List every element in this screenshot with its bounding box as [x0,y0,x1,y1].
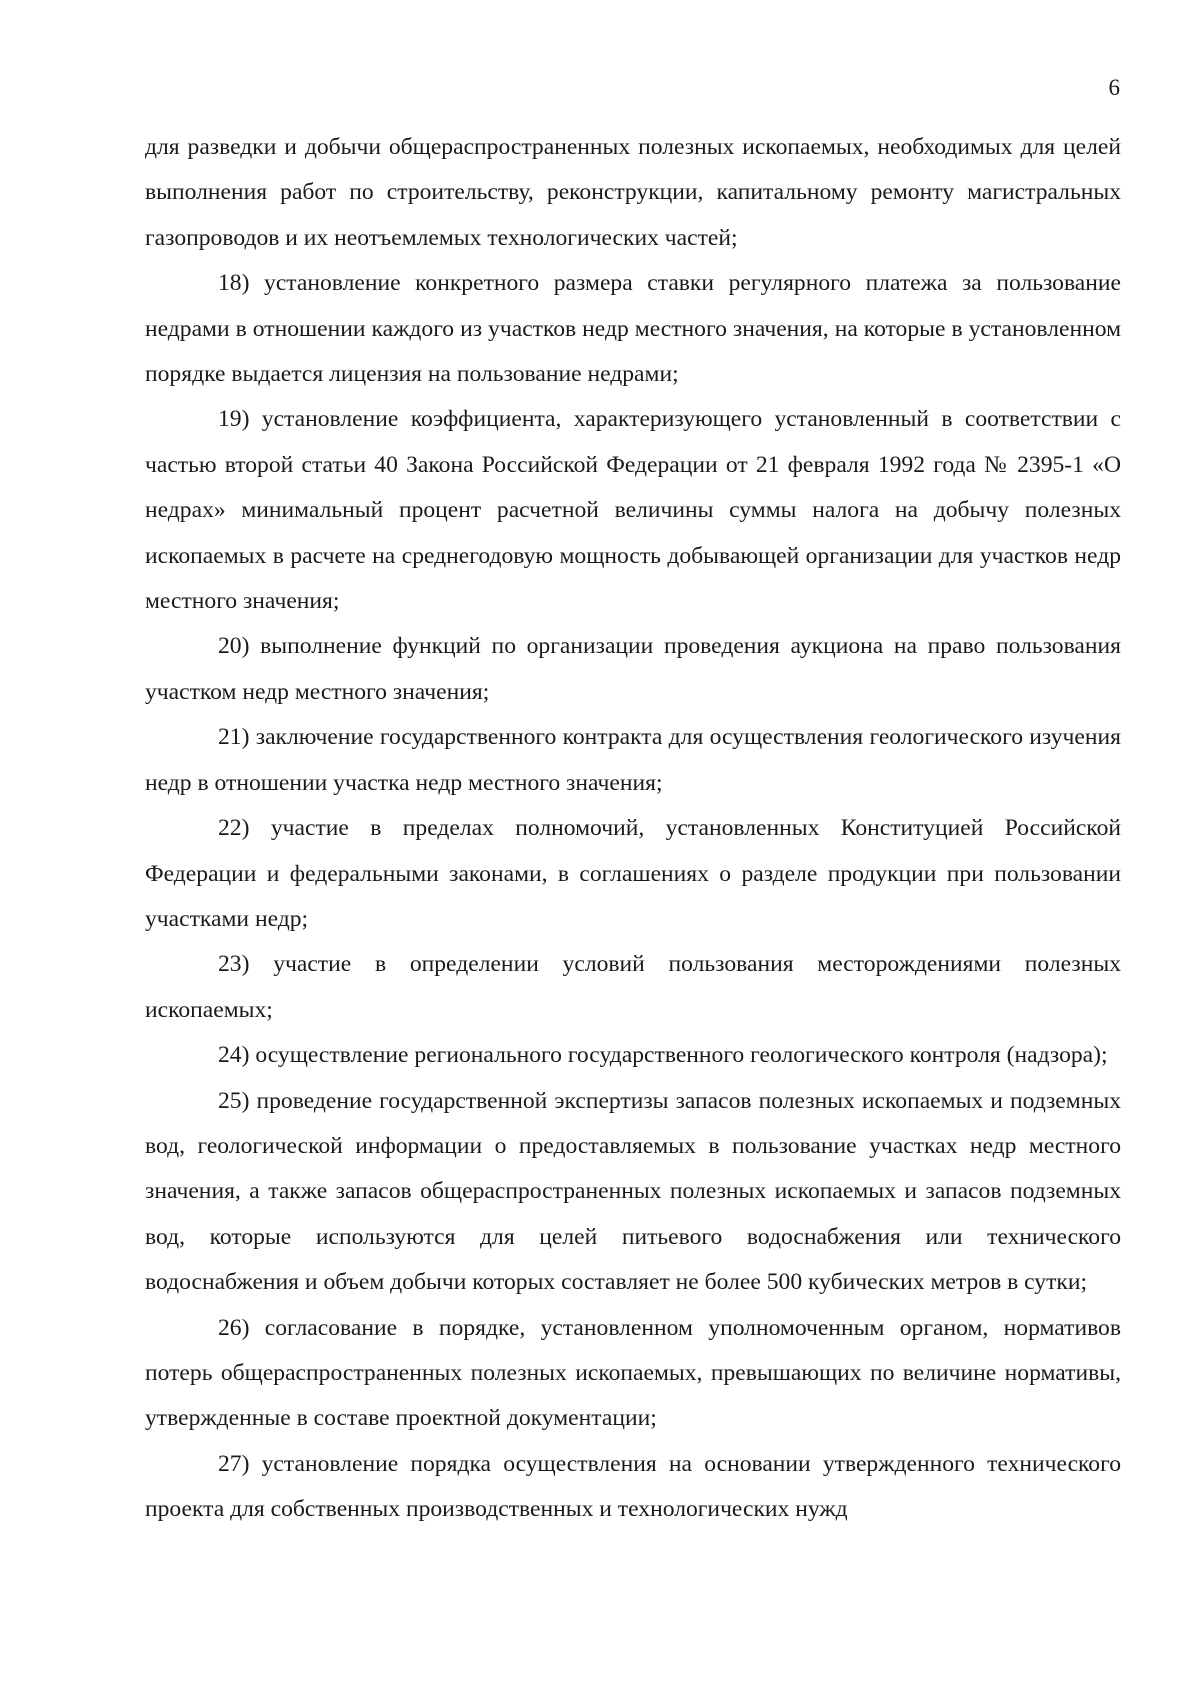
paragraph-item-18: 18) установление конкретного размера ставки регулярного платежа за пользование недрами в отношении каждого из участков недр местного значения, на которые в установленном порядке выдается лицензия на пользование недрами; [145,270,1121,388]
paragraph-item-26: 26) согласование в порядке, установленном уполномоченным органом, нормативов потерь общераспространенных полезных ископаемых, превышающих по величине нормативы, утвержденные в составе проектной документации; [145,1314,1121,1432]
page-number: 6 [1108,75,1120,100]
document-body [145,125,1121,1533]
paragraph-item-20: 20) выполнение функций по организации проведения аукциона на право пользования участком недр местного значения; [145,633,1121,705]
paragraph-item-27: 27) установление порядка осуществления на основании утвержденного технического проекта для собственных производственных и технологических нужд [145,1450,1121,1523]
paragraph-item-25: 25) проведение государственной экспертизы запасов полезных ископаемых и подземных вод, геологической информации о предоставляемых в пользование участках недр местного значения, а также запасов общераспространенных полезных ископаемых и запасов подземных вод, которые используются для целей питьевого водоснабжения или технического водоснабжения и объем добычи которых составляет не более 500 кубических метров в сутки; [145,1087,1121,1296]
paragraph-item-23: 23) участие в определении условий пользования месторождениями полезных ископаемых; [145,951,1121,1023]
paragraph-continuation: для разведки и добычи общераспространенных полезных ископаемых, необходимых для целей выполнения работ по строительству, реконструкции, капитальному ремонту магистральных газопроводов и их неотъемлемых технологических частей; [145,134,1121,251]
paragraph-item-19: 19) установление коэффициента, характеризующего установленный в соответствии с частью второй статьи 40 Закона Российской Федерации от 21 февраля 1992 года № 2395-1 «О недрах» минимальный процент расчетной величины суммы налога на добычу полезных ископаемых в расчете на среднегодовую мощность добывающей организации для участков недр местного значения; [145,406,1121,615]
paragraph-item-22: 22) участие в пределах полномочий, установленных Конституцией Российской Федерации и федеральными законами, в соглашениях о разделе продукции при пользовании участками недр; [145,815,1121,932]
paragraph-item-24: 24) осуществление регионального государственного геологического контроля (надзора); [218,1042,1108,1069]
paragraph-item-21: 21) заключение государственного контракта для осуществления геологического изучения недр в отношении участка недр местного значения; [145,724,1121,796]
